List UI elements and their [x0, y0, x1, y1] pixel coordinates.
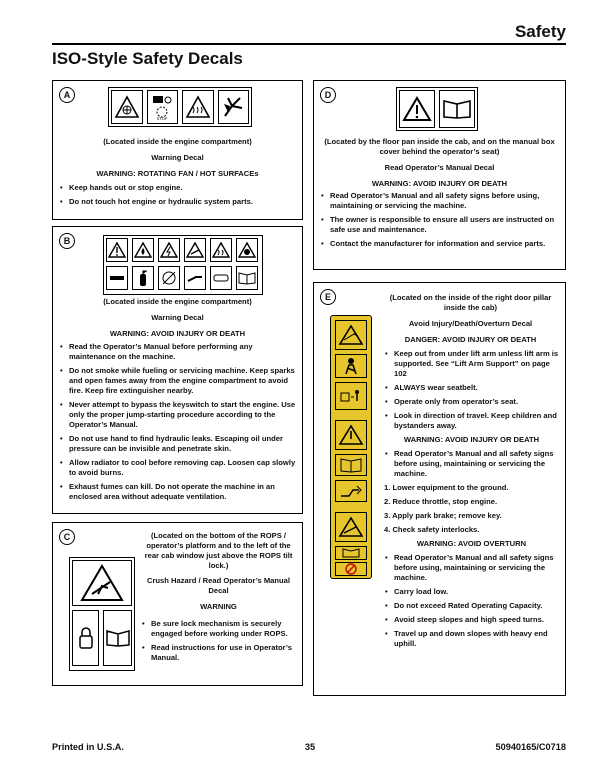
overturn-warning-icon — [335, 512, 367, 542]
list-item: • Allow radiator to cool before removing cap. Loosen cap slowly to avoid burns. — [59, 458, 296, 478]
list-item: 1. Lower equipment to the ground. — [384, 483, 509, 493]
fan-hand-icon — [218, 90, 250, 124]
warning-heading: WARNING: AVOID INJURY OR DEATH — [371, 178, 508, 188]
list-item: • Carry load low. — [384, 587, 559, 597]
exhaust-fumes-icon — [236, 238, 258, 262]
header-divider — [52, 43, 566, 45]
list-item: • Never attempt to bypass the keyswitch to start the engine. Use only the proper jump-starting procedure according to the Operator’s Manual. — [59, 400, 296, 430]
warning-triangle-icon — [106, 238, 128, 262]
warning-triangle-icon — [399, 90, 435, 128]
decal-location: (Located inside the engine compartment) — [103, 137, 252, 146]
decal-location: (Located on the inside of the right door pillar inside the cab) — [389, 293, 552, 312]
warning-triangle-icon — [335, 420, 367, 450]
no-smoking-icon — [106, 266, 128, 290]
bullet-list — [59, 342, 296, 506]
crush-hazard-icon — [72, 560, 132, 606]
list-item: • Look in direction of travel. Keep children and bystanders away. — [384, 411, 559, 431]
decal-type: Read Operator’s Manual Decal — [384, 162, 495, 172]
list-item: 4. Check safety interlocks. — [384, 525, 480, 535]
section-title: Safety — [514, 22, 566, 41]
warning-heading: WARNING: ROTATING FAN / HOT SURFACEs — [96, 168, 259, 178]
bullet-list — [384, 553, 559, 649]
list-item: • Exhaust fumes can kill. Do not operate the machine in an enclosed area without adequate ventilation. — [59, 482, 296, 502]
page-number: 35 — [304, 742, 316, 752]
manual-book-icon — [103, 610, 132, 666]
bullet-list — [384, 349, 559, 431]
list-item: • Contact the manufacturer for information and service parts. — [320, 239, 559, 249]
list-item: • ALWAYS wear seatbelt. — [384, 383, 559, 393]
decal-a-image — [108, 87, 252, 127]
list-item: 3. Apply park brake; remove key. — [384, 511, 502, 521]
panel-letter-badge: D — [320, 87, 336, 103]
decal-e-strip — [330, 315, 372, 579]
no-steep-slope-icon — [335, 562, 367, 576]
list-item: • Read Operator’s Manual and all safety signs before using, maintaining or servicing the machine. — [384, 553, 559, 583]
warning-heading: WARNING — [200, 602, 237, 612]
lock-icon — [72, 610, 99, 666]
list-item: • Read instructions for use in Operator’s Manual. — [141, 643, 296, 663]
list-item: 2. Reduce throttle, stop engine. — [384, 497, 498, 507]
list-item: • Operate only from operator’s seat. — [384, 397, 559, 407]
manual-book-icon — [439, 90, 475, 128]
warning-heading: WARNING: AVOID INJURY OR DEATH — [403, 435, 540, 445]
bullet-list — [59, 183, 296, 211]
list-item: • Read the Operator’s Manual before performing any maintenance on the machine. — [59, 342, 296, 362]
stop-engine-icon — [147, 90, 179, 124]
list-item: • Do not use hand to find hydraulic leaks. Escaping oil under pressure can be invisible and penetrate skin. — [59, 434, 296, 454]
list-item: • Be sure lock mechanism is securely engaged before working under ROPS. — [141, 619, 296, 639]
list-item: • The owner is responsible to ensure all users are instructed on safe use and maintenance. — [320, 215, 559, 235]
numbered-steps — [384, 483, 559, 535]
list-item: • Do not exceed Rated Operating Capacity. — [384, 601, 559, 611]
hand-leak-icon — [184, 266, 206, 290]
list-item: • Keep out from under lift arm unless lift arm is supported. See “Lift Arm Support” on page 102 — [384, 349, 559, 379]
decal-d-image — [396, 87, 478, 131]
list-item: • Do not touch hot engine or hydraulic system parts. — [59, 197, 296, 207]
list-item: • Read Operator’s Manual and all safety signs before using, maintaining or servicing the machine. — [384, 449, 559, 479]
hydraulic-leak-icon — [184, 238, 206, 262]
panel-e — [313, 282, 566, 696]
page-title: ISO-Style Safety Decals — [52, 49, 243, 68]
bullet-list — [320, 191, 559, 253]
decal-location: (Located inside the engine compartment) — [103, 297, 252, 306]
panel-c — [52, 522, 303, 686]
electrical-warning-icon — [158, 238, 180, 262]
manual-book-icon — [335, 454, 367, 476]
footer-print-location: Printed in U.S.A. — [52, 742, 124, 752]
warning-heading: WARNING: AVOID INJURY OR DEATH — [109, 328, 246, 338]
bullet-list — [141, 619, 296, 667]
decal-type: Avoid Injury/Death/Overturn Decal — [408, 318, 533, 328]
list-item: • Avoid steep slopes and high speed turns. — [384, 615, 559, 625]
panel-letter-badge: C — [59, 529, 75, 545]
decal-location: (Located by the floor pan inside the cab, and on the manual box cover behind the operator’s seat) — [324, 137, 555, 156]
bystander-icon — [335, 382, 367, 410]
fire-extinguisher-icon — [132, 266, 154, 290]
manual-book-icon — [236, 266, 258, 290]
panel-letter-badge: E — [320, 289, 336, 305]
panel-letter-badge: A — [59, 87, 75, 103]
panel-d — [313, 80, 566, 270]
bullet-list — [384, 449, 559, 479]
radiator-cap-icon — [210, 266, 232, 290]
list-item: • Read Operator’s Manual and all safety signs before using, maintaining or servicing the machine. — [320, 191, 559, 211]
keyswitch-icon — [158, 266, 180, 290]
list-item: • Travel up and down slopes with heavy end uphill. — [384, 629, 559, 649]
hot-surface-icon — [182, 90, 214, 124]
seatbelt-icon — [335, 354, 367, 378]
crush-lift-arm-icon — [335, 320, 367, 350]
lower-equipment-icon — [335, 480, 367, 502]
fire-warning-icon — [132, 238, 154, 262]
danger-heading: DANGER: AVOID INJURY OR DEATH — [404, 334, 537, 344]
panel-b — [52, 226, 303, 514]
manual-book-icon — [335, 546, 367, 560]
decal-type: Crush Hazard / Read Operator’s Manual Decal — [146, 576, 291, 596]
list-item: • Keep hands out or stop engine. — [59, 183, 296, 193]
decal-type: Warning Decal — [151, 312, 204, 322]
warning-triangle-icon — [111, 90, 143, 124]
hot-radiator-icon — [210, 238, 232, 262]
panel-letter-badge: B — [59, 233, 75, 249]
svg-text:STOP: STOP — [156, 116, 168, 121]
warning-heading: WARNING: AVOID OVERTURN — [416, 539, 527, 549]
panel-a — [52, 80, 303, 220]
list-item: • Do not smoke while fueling or servicing machine. Keep sparks and open fames away from the engine compartment to avoid fire. Keep fire extinguisher nearby. — [59, 366, 296, 396]
decal-c-image — [69, 557, 135, 671]
decal-location: (Located on the bottom of the ROPS / operator’s platform and to the left of the rear cab window just above the ROPS tilt lock.) — [144, 531, 293, 570]
decal-b-image — [103, 235, 263, 295]
document-number: 50940165/C0718 — [495, 742, 566, 752]
decal-type: Warning Decal — [151, 152, 204, 162]
